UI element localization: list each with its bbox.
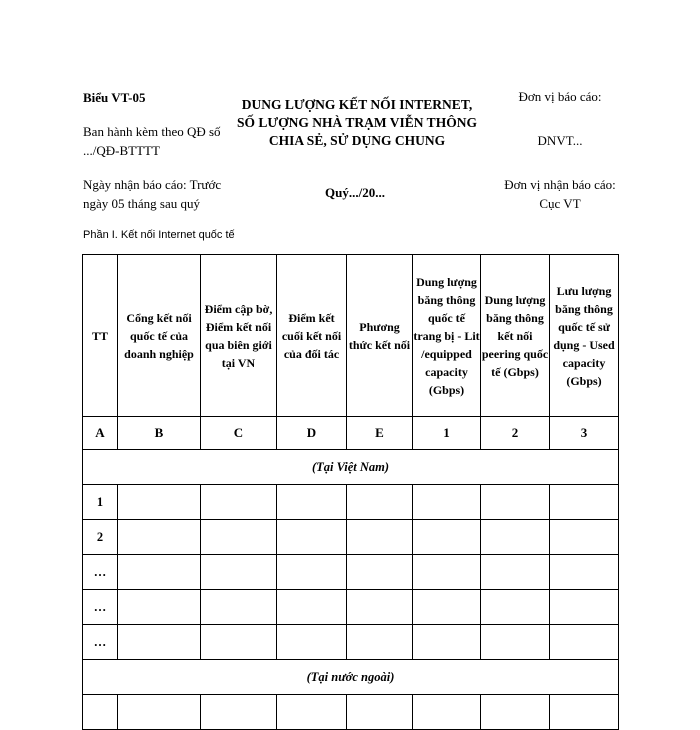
section-row-abroad: [83, 660, 619, 695]
table-cell[interactable]: [413, 520, 481, 555]
table-cell[interactable]: [277, 520, 347, 555]
col-header-used-capacity: Lưu lượng băng thông quốc tế sử dụng - Used capacity (Gbps): [550, 255, 619, 417]
table-cell[interactable]: [201, 520, 277, 555]
header-row: [83, 255, 619, 417]
table-cell[interactable]: [347, 485, 413, 520]
table-cell[interactable]: [481, 520, 550, 555]
table-row: [83, 590, 619, 625]
table-cell[interactable]: [277, 555, 347, 590]
code-cell: 3: [550, 417, 619, 450]
code-cell: C: [201, 417, 277, 450]
issuing-decision: Ban hành kèm theo QĐ số .../QĐ-BTTTT: [83, 124, 221, 158]
code-cell: 1: [413, 417, 481, 450]
row-number: 1: [83, 485, 118, 520]
table-cell[interactable]: [118, 485, 201, 520]
report-quarter: Quý.../20...: [325, 185, 385, 200]
report-title: [228, 96, 486, 150]
table-cell[interactable]: [277, 625, 347, 660]
table-cell[interactable]: [481, 555, 550, 590]
table-row: [83, 485, 619, 520]
report-receive-deadline: Ngày nhận báo cáo: Trước ngày 05 tháng sau quý: [83, 177, 222, 211]
table-cell[interactable]: [118, 520, 201, 555]
col-header-gateway: Cổng kết nối quốc tế của doanh nghiệp: [118, 255, 201, 417]
table-cell[interactable]: [201, 625, 277, 660]
code-cell: A: [83, 417, 118, 450]
table-cell[interactable]: [277, 485, 347, 520]
table-cell[interactable]: [550, 485, 619, 520]
table-cell[interactable]: [277, 590, 347, 625]
table-cell[interactable]: [413, 625, 481, 660]
form-code: Biểu VT-05: [83, 90, 146, 105]
col-header-partner-endpoint: Điểm kết cuối kết nối của đối tác: [277, 255, 347, 417]
table-cell[interactable]: [550, 590, 619, 625]
table-cell[interactable]: [481, 485, 550, 520]
col-header-connection-method: Phương thức kết nối: [347, 255, 413, 417]
row-number: …: [83, 625, 118, 660]
table-cell[interactable]: [347, 625, 413, 660]
table-cell[interactable]: [347, 520, 413, 555]
receiving-unit-value: Cục VT: [539, 196, 581, 211]
table-cell[interactable]: [201, 485, 277, 520]
row-number: …: [83, 590, 118, 625]
col-header-landing-point: Điểm cập bờ, Điểm kết nối qua biên giới tại VN: [201, 255, 277, 417]
table-cell[interactable]: [413, 485, 481, 520]
reporting-unit-value: DNVT...: [537, 133, 583, 148]
table-cell[interactable]: [201, 555, 277, 590]
table-cell[interactable]: [347, 590, 413, 625]
part-title: Phần I. Kết nối Internet quốc tế: [83, 229, 235, 241]
code-cell: E: [347, 417, 413, 450]
col-header-tt: TT: [83, 255, 118, 417]
receiving-unit-label: Đơn vị nhận báo cáo:: [504, 177, 616, 192]
table-row: [83, 520, 619, 555]
table-cell[interactable]: [118, 555, 201, 590]
receiving-unit: [480, 175, 640, 213]
table-row: [83, 625, 619, 660]
table-cell[interactable]: [118, 590, 201, 625]
code-row: [83, 417, 619, 450]
table-cell[interactable]: [413, 590, 481, 625]
table-cell[interactable]: [550, 555, 619, 590]
reporting-unit-label: Đơn vị báo cáo:: [518, 89, 602, 104]
table-cell[interactable]: [201, 590, 277, 625]
table-cell[interactable]: [550, 625, 619, 660]
title-line-3: CHIA SẺ, SỬ DỤNG CHUNG: [268, 133, 446, 148]
table-row: [83, 555, 619, 590]
col-header-equipped-capacity: Dung lượng băng thông quốc tế trang bị - Lit /equipped capacity (Gbps): [413, 255, 481, 417]
report-table: [82, 254, 619, 730]
table-cell[interactable]: [481, 625, 550, 660]
table-cell[interactable]: [118, 625, 201, 660]
title-line-2: SỐ LƯỢNG NHÀ TRẠM VIỄN THÔNG: [237, 115, 477, 130]
table-cell[interactable]: [347, 555, 413, 590]
table-cell[interactable]: [481, 590, 550, 625]
col-header-peering-capacity: Dung lượng băng thông kết nối peering quốc tế (Gbps): [481, 255, 550, 417]
section-row-vietnam: [83, 450, 619, 485]
code-cell: 2: [481, 417, 550, 450]
table-cell[interactable]: [550, 520, 619, 555]
row-number: 2: [83, 520, 118, 555]
title-line-1: DUNG LƯỢNG KẾT NỐI INTERNET,: [241, 97, 473, 112]
code-cell: D: [277, 417, 347, 450]
table-cell[interactable]: [413, 555, 481, 590]
section-label-vietnam: (Tại Việt Nam): [83, 450, 619, 485]
row-number: …: [83, 555, 118, 590]
code-cell: B: [118, 417, 201, 450]
section-label-abroad: (Tại nước ngoài): [83, 660, 619, 695]
